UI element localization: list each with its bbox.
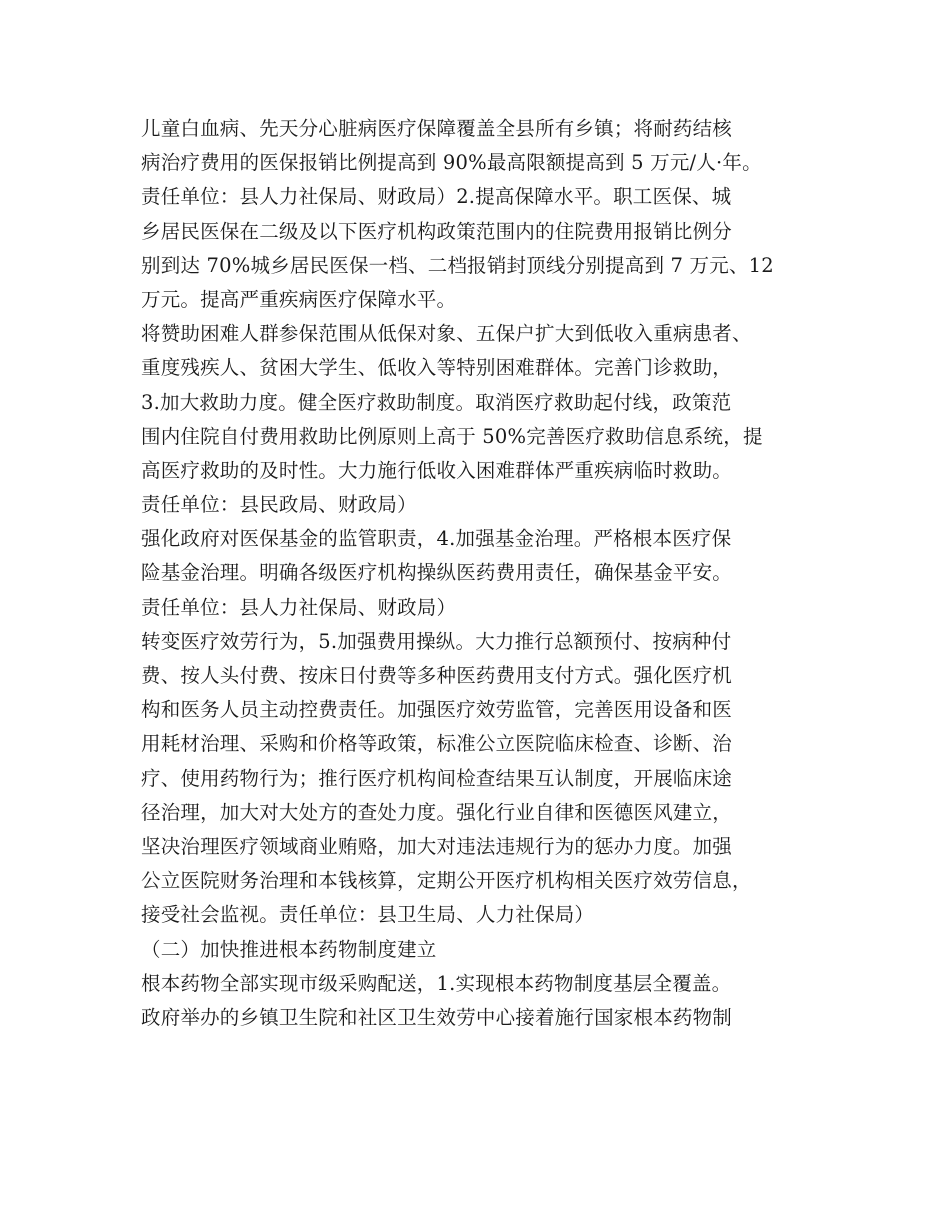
text-line: 高医疗救助的及时性。大力施行低收入困难群体严重疾病临时救助。: [141, 458, 733, 482]
text-line: 责任单位：县人力社保局、财政局）2.提高保障水平。职工医保、城: [141, 185, 732, 209]
text-line: 万元。提高严重疾病医疗保障水平。: [141, 287, 457, 311]
text-line: 乡居民医保在二级及以下医疗机构政策范围内的住院费用报销比例分: [141, 219, 733, 243]
text-line: 公立医院财务治理和本钱核算，定期公开医疗机构相关医疗效劳信息，: [141, 869, 752, 893]
text-line: 根本药物全部实现市级采购配送，1.实现根本药物制度基层全覆盖。: [141, 971, 732, 995]
text-line: 将赞助困难人群参保范围从低保对象、五保户扩大到低收入重病患者、: [141, 322, 752, 346]
text-line: 坚决治理医疗领域商业贿赂，加大对违法违规行为的惩办力度。加强: [141, 834, 733, 858]
text-line: 儿童白血病、先天分心脏病医疗保障覆盖全县所有乡镇；将耐药结核: [141, 117, 733, 140]
text-line: 病治疗费用的医保报销比例提高到 90%最高限额提高到 5 万元/人·年。: [141, 151, 762, 175]
text-line: 费、按人头付费、按床日付费等多种医药费用支付方式。强化医疗机: [141, 664, 733, 687]
text-line: 重度残疾人、贫困大学生、低收入等特别困难群体。完善门诊救助，: [141, 356, 733, 380]
text-line: 转变医疗效劳行为，5.加强费用操纵。大力推行总额预付、按病种付: [141, 629, 732, 653]
text-line: 责任单位：县民政局、财政局）: [141, 493, 417, 517]
text-line: 接受社会监视。责任单位：县卫生局、人力社保局）: [141, 903, 595, 927]
text-line: 别到达 70%城乡居民医保一档、二档报销封顶线分别提高到 7 万元、12: [141, 253, 774, 277]
text-line: 政府举办的乡镇卫生院和社区卫生效劳中心接着施行国家根本药物制: [141, 1005, 733, 1029]
text-line: 用耗材治理、采购和价格等政策，标准公立医院临床检查、诊断、治: [141, 732, 733, 756]
text-line: 险基金治理。明确各级医疗机构操纵医药费用责任，确保基金平安。: [141, 561, 733, 585]
section-heading: （二）加快推进根本药物制度建立: [141, 937, 437, 961]
text-line: 强化政府对医保基金的监管职责，4.加强基金治理。严格根本医疗保: [141, 527, 732, 551]
text-line: 责任单位：县人力社保局、财政局）: [141, 595, 457, 619]
text-line: 构和医务人员主动控费责任。加强医疗效劳监管，完善医用设备和医: [141, 698, 733, 722]
text-line: 3.加大救助力度。健全医疗救助制度。取消医疗救助起付线，政策范: [141, 390, 732, 414]
text-line: 围内住院自付费用救助比例原则上高于 50%完善医疗救助信息系统，提: [141, 424, 763, 448]
document-body: [141, 112, 841, 1035]
text-line: 疗、使用药物行为；推行医疗机构间检查结果互认制度，开展临床途: [141, 766, 733, 790]
text-line: 径治理，加大对大处方的查处力度。强化行业自律和医德医风建立，: [141, 800, 733, 824]
